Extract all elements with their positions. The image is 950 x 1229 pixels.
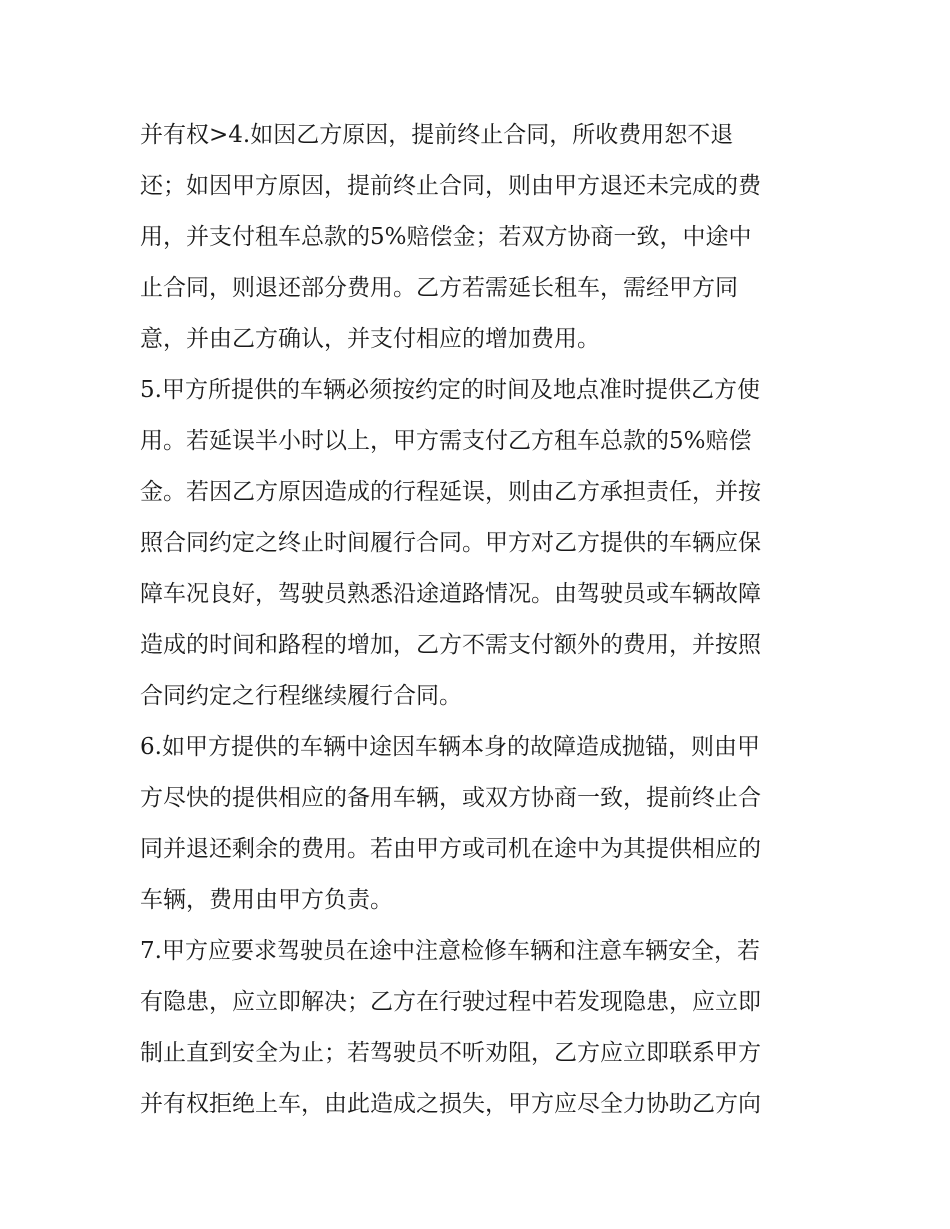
- text-line: 造成的时间和路程的增加，乙方不需支付额外的费用，并按照: [140, 632, 761, 658]
- text-line: 合同约定之行程继续履行合同。: [140, 683, 462, 709]
- document-body: [140, 110, 820, 1130]
- text-line: 止合同，则退还部分费用。乙方若需延长租车，需经甲方同: [140, 275, 738, 301]
- text-line: 并有权>4.如因乙方原因，提前终止合同，所收费用恕不退: [140, 122, 734, 148]
- text-line: 6.如甲方提供的车辆中途因车辆本身的故障造成抛锚，则由甲: [140, 734, 760, 760]
- text-line: 金。若因乙方原因造成的行程延误，则由乙方承担责任，并按: [140, 479, 761, 505]
- text-line: 制止直到安全为止；若驾驶员不听劝阻，乙方应立即联系甲方: [140, 1040, 761, 1066]
- text-line: 车辆，费用由甲方负责。: [140, 887, 393, 913]
- text-line: 同并退还剩余的费用。若由甲方或司机在途中为其提供相应的: [140, 836, 761, 862]
- text-line: 7.甲方应要求驾驶员在途中注意检修车辆和注意车辆安全，若: [140, 938, 760, 964]
- text-line: 还；如因甲方原因，提前终止合同，则由甲方退还未完成的费: [140, 173, 761, 199]
- text-line: 意，并由乙方确认，并支付相应的增加费用。: [140, 326, 600, 352]
- text-line: 方尽快的提供相应的备用车辆，或双方协商一致，提前终止合: [140, 785, 761, 811]
- text-line: 用，并支付租车总款的5%赔偿金；若双方协商一致，中途中: [140, 224, 752, 250]
- text-line: 5.甲方所提供的车辆必须按约定的时间及地点准时提供乙方使: [140, 377, 760, 403]
- text-line: 并有权拒绝上车，由此造成之损失，甲方应尽全力协助乙方向: [140, 1091, 761, 1117]
- text-line: 障车况良好，驾驶员熟悉沿途道路情况。由驾驶员或车辆故障: [140, 581, 761, 607]
- text-line: 用。若延误半小时以上，甲方需支付乙方租车总款的5%赔偿: [140, 428, 752, 454]
- text-line: 照合同约定之终止时间履行合同。甲方对乙方提供的车辆应保: [140, 530, 761, 556]
- text-line: 有隐患，应立即解决；乙方在行驶过程中若发现隐患，应立即: [140, 989, 761, 1015]
